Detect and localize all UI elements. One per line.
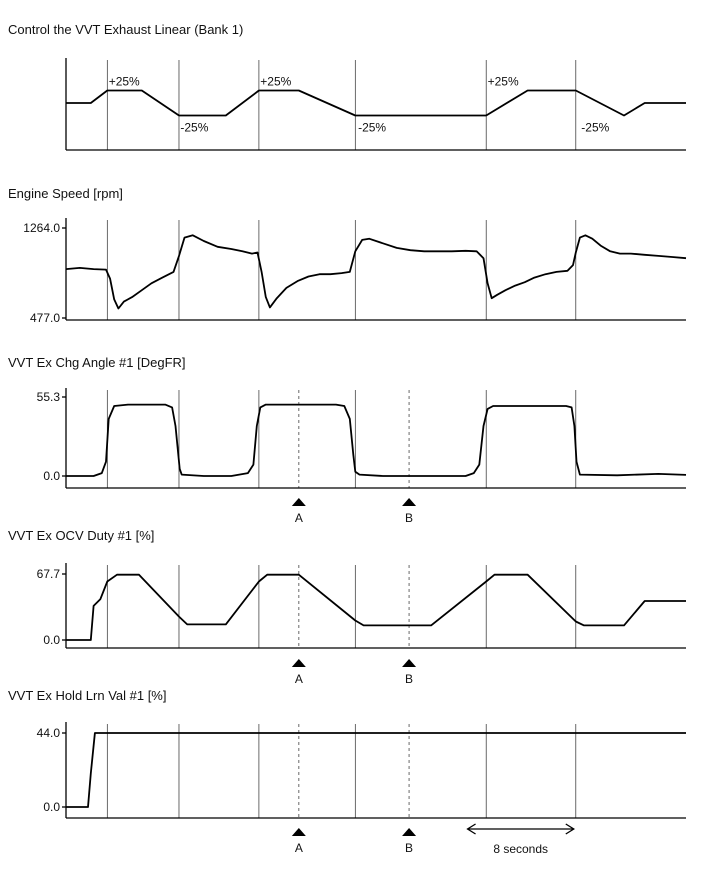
panel-2 <box>8 186 686 325</box>
marker-label-b: B <box>405 511 414 525</box>
panel-4 <box>8 528 686 686</box>
panel-5 <box>8 688 686 856</box>
duration-label: 8 seconds <box>493 842 549 856</box>
marker-label-b: B <box>405 672 414 686</box>
panel-1 <box>8 22 686 150</box>
series-line <box>66 235 686 308</box>
marker-triangle-a <box>292 659 306 667</box>
panel-title: Engine Speed [rpm] <box>8 186 123 201</box>
y-tick-label: 44.0 <box>36 726 60 740</box>
y-tick-label: 477.0 <box>29 311 60 325</box>
step-label: -25% <box>358 120 387 135</box>
series-line <box>66 575 686 640</box>
step-label: +25% <box>487 74 519 89</box>
series-line <box>66 91 686 116</box>
y-tick-label: 1264.0 <box>23 221 60 235</box>
step-label: +25% <box>260 74 292 89</box>
panel-title: VVT Ex Chg Angle #1 [DegFR] <box>8 355 186 370</box>
marker-triangle-b <box>402 498 416 506</box>
panel-title: VVT Ex OCV Duty #1 [%] <box>8 528 155 543</box>
y-tick-label: 0.0 <box>43 633 60 647</box>
series-line <box>66 733 686 807</box>
panel-3 <box>8 355 686 525</box>
panel-title: VVT Ex Hold Lrn Val #1 [%] <box>8 688 167 703</box>
marker-triangle-b <box>402 659 416 667</box>
marker-triangle-b <box>402 828 416 836</box>
y-tick-label: 0.0 <box>43 469 60 483</box>
series-line <box>66 405 686 476</box>
marker-label-a: A <box>294 672 303 686</box>
y-tick-label: 0.0 <box>43 800 60 814</box>
marker-label-a: A <box>294 841 303 855</box>
marker-label-b: B <box>405 841 414 855</box>
panel-title: Control the VVT Exhaust Linear (Bank 1) <box>8 22 244 37</box>
step-label: -25% <box>180 120 209 135</box>
marker-triangle-a <box>292 498 306 506</box>
step-label: -25% <box>581 120 610 135</box>
step-label: +25% <box>108 74 140 89</box>
y-tick-label: 67.7 <box>36 567 60 581</box>
marker-label-a: A <box>294 511 303 525</box>
marker-triangle-a <box>292 828 306 836</box>
y-tick-label: 55.3 <box>36 390 60 404</box>
